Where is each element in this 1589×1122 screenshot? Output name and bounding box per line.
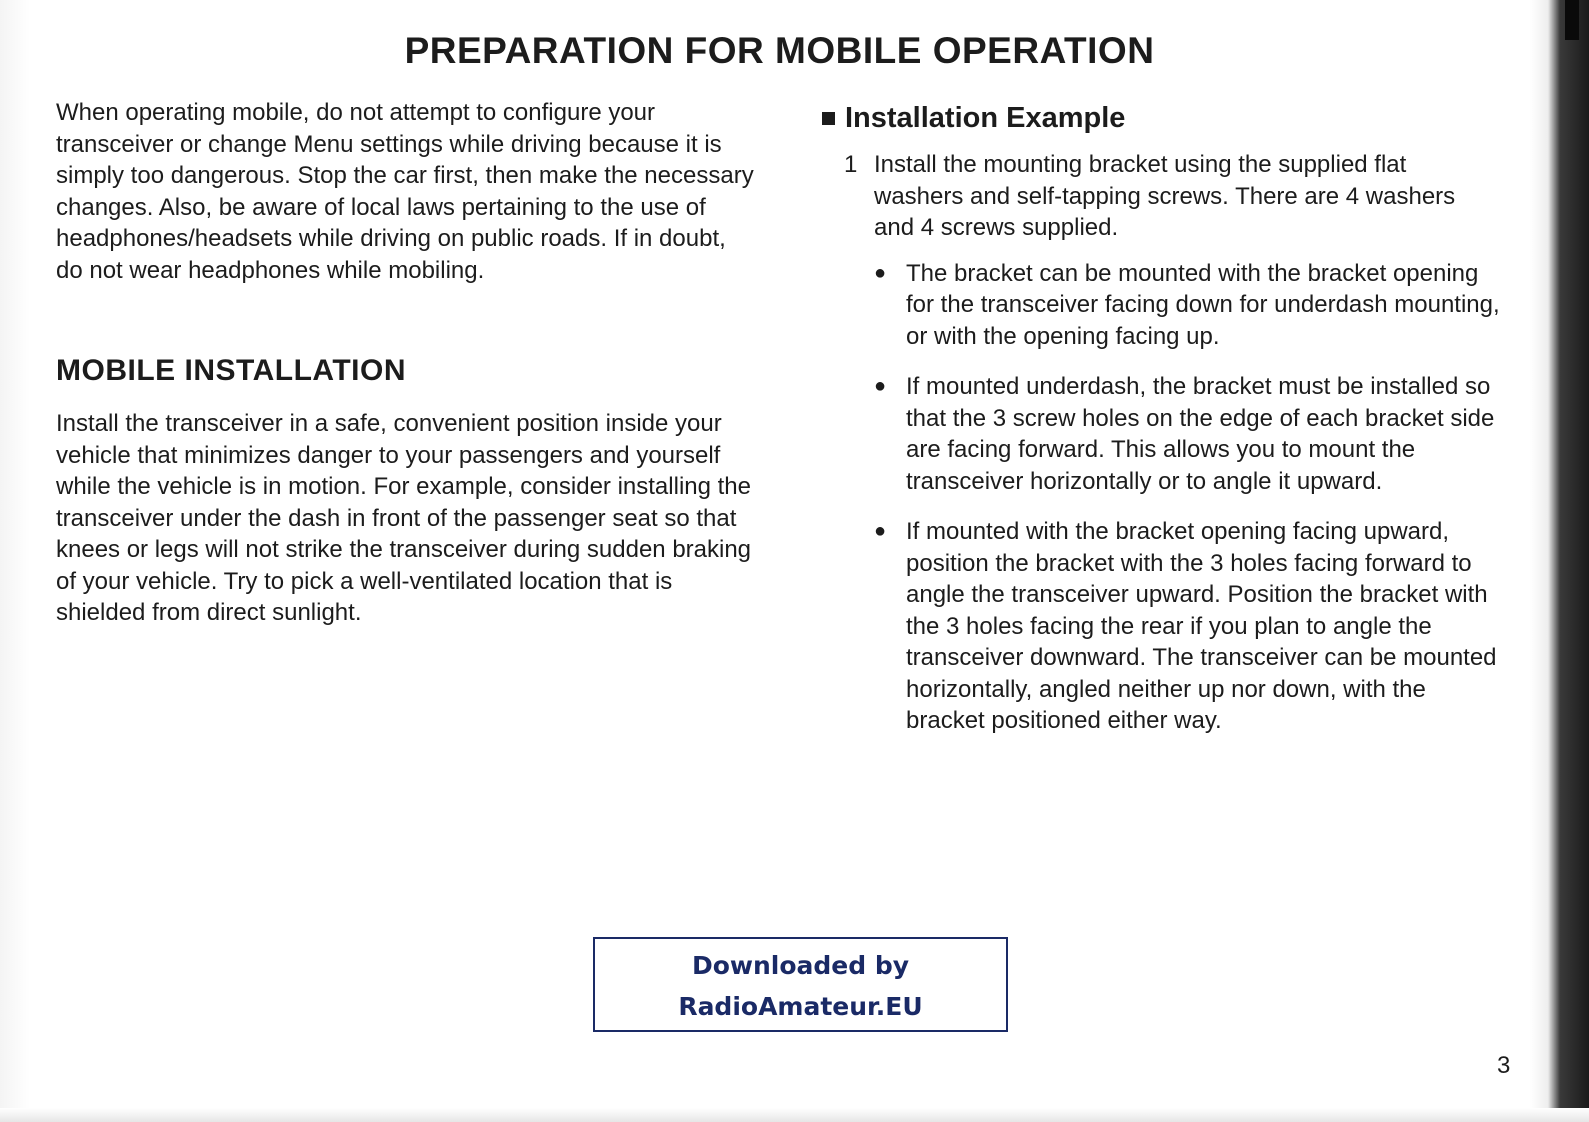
right-column — [822, 102, 1522, 756]
intro-paragraph: When operating mobile, do not attempt to configure your transceiver or change Menu settings while driving because it is simply too dangerous. Stop the car first, then make the necessary changes. Also, be aware of local laws pertaining to the use of headphones/headsets while driving on public roads. If in doubt, do not wear headphones while mobiling. — [56, 99, 754, 284]
square-bullet-icon — [822, 112, 835, 125]
watermark-line-2: RadioAmateur.EU — [678, 992, 923, 1021]
bullet-text: If mounted with the bracket opening facing upward, position the bracket with the 3 holes facing forward to angle the transceiver upward. Position the bracket with the 3 holes facing the rear if you plan to angle the transceiver downward. The transceiver can be mounted horizontally, angled neither up nor down, with the bracket positioned either way. — [906, 518, 1497, 734]
step-item — [844, 149, 1522, 244]
installation-example-title: Installation Example — [845, 102, 1126, 134]
step-text: Install the mounting bracket using the supplied flat washers and self-tapping screws. There are 4 washers and 4 screws supplied. — [874, 151, 1456, 241]
watermark-line-1: Downloaded by — [691, 951, 910, 980]
list-item — [874, 371, 1522, 497]
list-item — [874, 516, 1522, 737]
page-title: PREPARATION FOR MOBILE OPERATION — [404, 30, 1155, 71]
page-bottom-shadow — [0, 1108, 1589, 1122]
bullet-dot-icon: ● — [874, 520, 887, 542]
bullet-text: If mounted underdash, the bracket must be installed so that the 3 screw holes on the edge of each bracket side are facing forward. This allows you to mount the transceiver horizontally or to angle it upward. — [906, 373, 1495, 495]
mobile-installation-heading: MOBILE INSTALLATION — [56, 354, 407, 387]
bullet-list — [874, 258, 1522, 737]
page-number: 3 — [1497, 1052, 1511, 1079]
bullet-dot-icon: ● — [874, 261, 887, 284]
bullet-dot-icon: ● — [874, 375, 887, 397]
list-item — [874, 258, 1522, 353]
left-column — [56, 97, 756, 629]
mobile-installation-paragraph: Install the transceiver in a safe, convenient position inside your vehicle that minimizes danger to your passengers and yourself while the vehicle is in motion. For example, consider installing the transceiver under the dash in front of the passenger seat so that knees or legs will not strike the transceiver during sudden braking of your vehicle. Try to pick a well-ventilated location that is shielded from direct sunlight. — [56, 410, 752, 626]
bullet-text: The bracket can be mounted with the bracket opening for the transceiver facing down for underdash mounting, or with the opening facing up. — [906, 259, 1500, 350]
download-watermark-box — [593, 937, 1008, 1032]
step-number: 1 — [844, 151, 858, 178]
installation-example-heading — [822, 102, 1522, 135]
